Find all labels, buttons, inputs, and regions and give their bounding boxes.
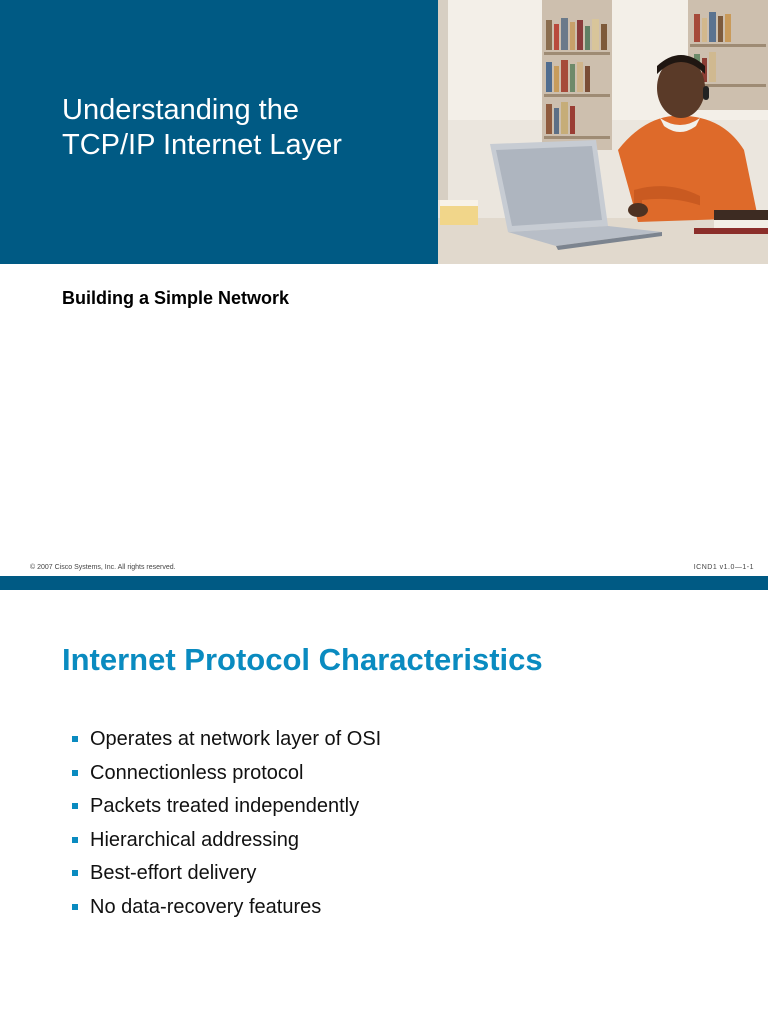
list-item [72,896,381,930]
list-item [72,762,381,796]
list-item [72,728,381,762]
title-panel [0,0,438,264]
slide-title: Understanding the TCP/IP Internet Layer [62,94,342,161]
bullet-square-icon [72,904,78,910]
bullet-text: Hierarchical addressing [90,828,299,851]
photo-illustration [438,0,768,264]
list-item [72,829,381,863]
bullet-square-icon [72,770,78,776]
bullet-list [72,728,381,930]
copyright-notice: © 2007 Cisco Systems, Inc. All rights reserved. [30,564,176,571]
bullet-text: Operates at network layer of OSI [90,728,382,750]
slide-2 [0,590,768,1024]
slide-2-title: Internet Protocol Characteristics [62,642,543,677]
bullet-square-icon [72,803,78,809]
slide-divider [0,576,768,590]
bullet-square-icon [72,736,78,742]
course-code: ICND1 v1.0—1-1 [693,564,754,571]
bullet-text: Connectionless protocol [90,761,304,784]
bullet-text: No data-recovery features [90,895,322,918]
bullet-text: Best-effort delivery [90,862,257,885]
list-item [72,795,381,829]
student-laptop-photo [438,0,768,264]
bullet-square-icon [72,870,78,876]
slide-subtitle: Building a Simple Network [62,288,290,308]
bullet-square-icon [72,837,78,843]
list-item [72,862,381,896]
bullet-text: Packets treated independently [90,795,360,818]
